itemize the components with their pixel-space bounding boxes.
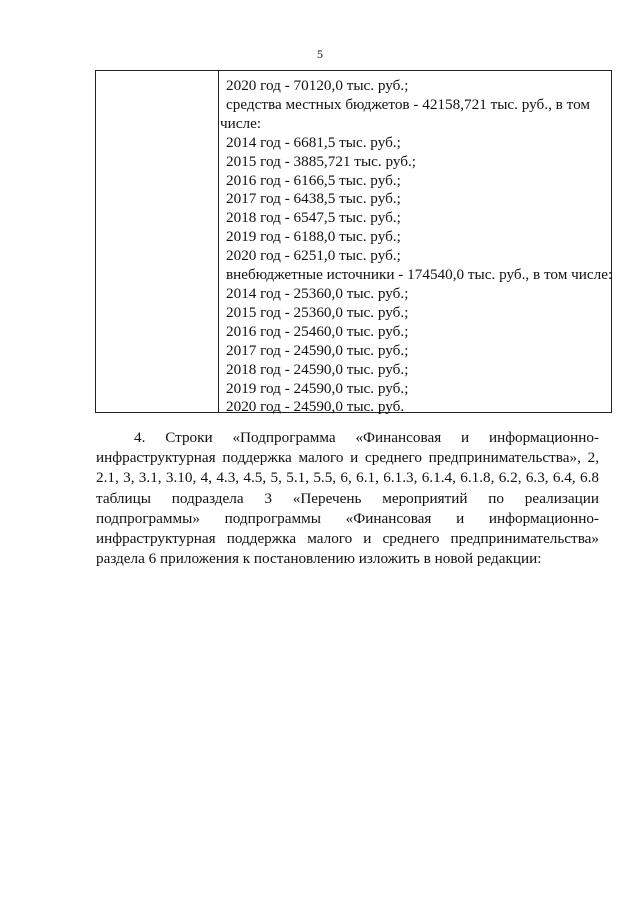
table-line: 2016 год - 25460,0 тыс. руб.;: [226, 322, 409, 340]
table-line: 2018 год - 24590,0 тыс. руб.;: [226, 360, 409, 378]
table-column-divider: [218, 71, 219, 412]
table-line: 2019 год - 24590,0 тыс. руб.;: [226, 379, 409, 397]
table-line: 2018 год - 6547,5 тыс. руб.;: [226, 209, 401, 227]
paragraph-line: подпрограммы» подпрограммы «Финансовая и информационно-: [96, 509, 599, 527]
table-line: средства местных бюджетов - 42158,721 тыс. руб., в том: [226, 95, 590, 113]
table-line: 2020 год - 6251,0 тыс. руб.;: [226, 247, 401, 265]
paragraph-line: инфраструктурная поддержка малого и среднего предпринимательства», 2,: [96, 449, 599, 467]
table-line: числе:: [220, 114, 262, 132]
table-line: 2020 год - 70120,0 тыс. руб.;: [226, 77, 409, 94]
table-line: 2019 год - 6188,0 тыс. руб.;: [226, 228, 401, 246]
paragraph-line: инфраструктурная поддержка малого и среднего предпринимательства»: [96, 530, 599, 548]
table-line: внебюджетные источники - 174540,0 тыс. руб., в том числе:: [226, 266, 613, 284]
funding-table: [95, 70, 613, 416]
table-line: 2017 год - 6438,5 тыс. руб.;: [226, 190, 401, 208]
table-line: 2020 год - 24590,0 тыс. руб.: [226, 398, 405, 416]
table-line: 2015 год - 3885,721 тыс. руб.;: [226, 152, 417, 170]
page-number: 5: [317, 47, 323, 61]
paragraph-line: 2.1, 3, 3.1, 3.10, 4, 4.3, 4.5, 5, 5.1, 5.5, 6, 6.1, 6.1.3, 6.1.4, 6.1.8, 6.2, 6.3, 6.4, 6.8: [96, 469, 599, 487]
table-line: 2015 год - 25360,0 тыс. руб.;: [226, 303, 409, 321]
table-line: 2016 год - 6166,5 тыс. руб.;: [226, 171, 401, 189]
paragraph-line: 4. Строки «Подпрограмма «Финансовая и информационно-: [134, 429, 599, 446]
table-line: 2014 год - 25360,0 тыс. руб.;: [226, 284, 409, 302]
table-line: 2017 год - 24590,0 тыс. руб.;: [226, 341, 409, 359]
funding-cell: [220, 77, 613, 417]
paragraph-line: таблицы подраздела 3 «Перечень мероприятий по реализации: [96, 489, 599, 507]
paragraph-line: раздела 6 приложения к постановлению изложить в новой редакции:: [96, 550, 542, 568]
table-line: 2014 год - 6681,5 тыс. руб.;: [226, 133, 401, 151]
amendment-paragraph: [96, 428, 599, 569]
